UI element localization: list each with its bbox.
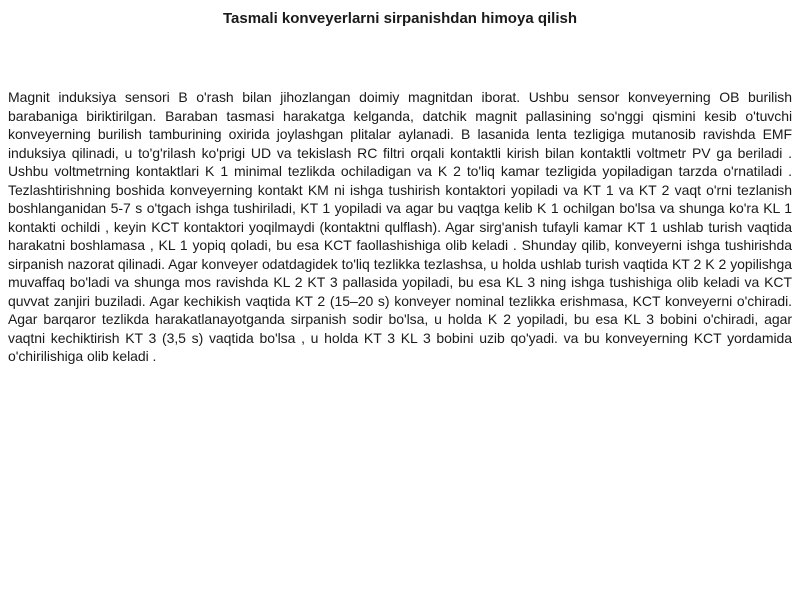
page-title: Tasmali konveyerlarni sirpanishdan himoya qilish xyxy=(222,10,577,27)
body-paragraph: Magnit induksiya sensori B o'rash bilan jihozlangan doimiy magnitdan iborat. Ushbu sensor konveyerning OB burilish barabaniga biriktirilgan. Baraban tasmasi harakatga kelganda, datchik magnit pallasining so'nggi qismini kesib o'tuvchi konveyerning burilish tamburining oxirida joylashgan plitalar aylanadi. B lasanida lenta tezligiga mutanosib ravishda EMF induksiya qilinadi, u to'g'rilash ko'prigi UD va tekislash RC filtri orqali kontaktli kirish bilan kontaktli voltmetr PV ga beriladi . Ushbu voltmetrning kontaktlari K 1 minimal tezlikda ochiladigan va K 2 to'liq kamar tezligida yopiladigan tarzda o'rnatiladi . Tezlashtirishning boshida konveyerning kontakt KM ni ishga tushirish kontaktori yopiladi va KT 1 va KT 2 vaqt o'rni tezlanish boshlanganidan 5-7 s o'tgach ishga tushiriladi, KT 1 yopiladi va agar bu vaqtga kelib K 1 ochilgan bo'lsa va shunga ko'ra KL 1 kontakti ochildi , keyin KCT kontaktori yoqilmaydi (kontaktni qulflash). Agar sirg'anish tufayli kamar KT 1 ushlab turish vaqtida harakatni boshlamasa , KL 1 yopiq qoladi, bu esa KCT faollashishiga olib keladi . Shunday qilib, konveyerni ishga tushirishda sirpanish nazorat qilinadi. Agar konveyer odatdagidek to'liq tezlikka tezlashsa, u holda ushlab turish vaqtida KT 2 K 2 yopilishga muvaffaq bo'ladi va shunga mos ravishda KL 2 KT 3 pallasida yopiladi, bu esa KL 3 ning ishga tushishiga olib keladi va KCT quvvat zanjiri buziladi. Agar kechikish vaqtida KT 2 (15–20 s) konveyer nominal tezlikka erishmasa, KCT konveyerni o'chiradi. Agar barqaror tezlikda harakatlanayotganda sirpanish sodir bo'lsa, u holda K 2 yopiladi, bu esa KL 3 bobini o'chiradi, agar vaqtni kechiktirish KT 3 (3,5 s) vaqtida bo'lsa , u holda KT 3 KL 3 bobini uzib qo'yadi. va bu konveyerning KCT yordamida o'chirilishiga olib keladi . xyxy=(8,89,792,364)
